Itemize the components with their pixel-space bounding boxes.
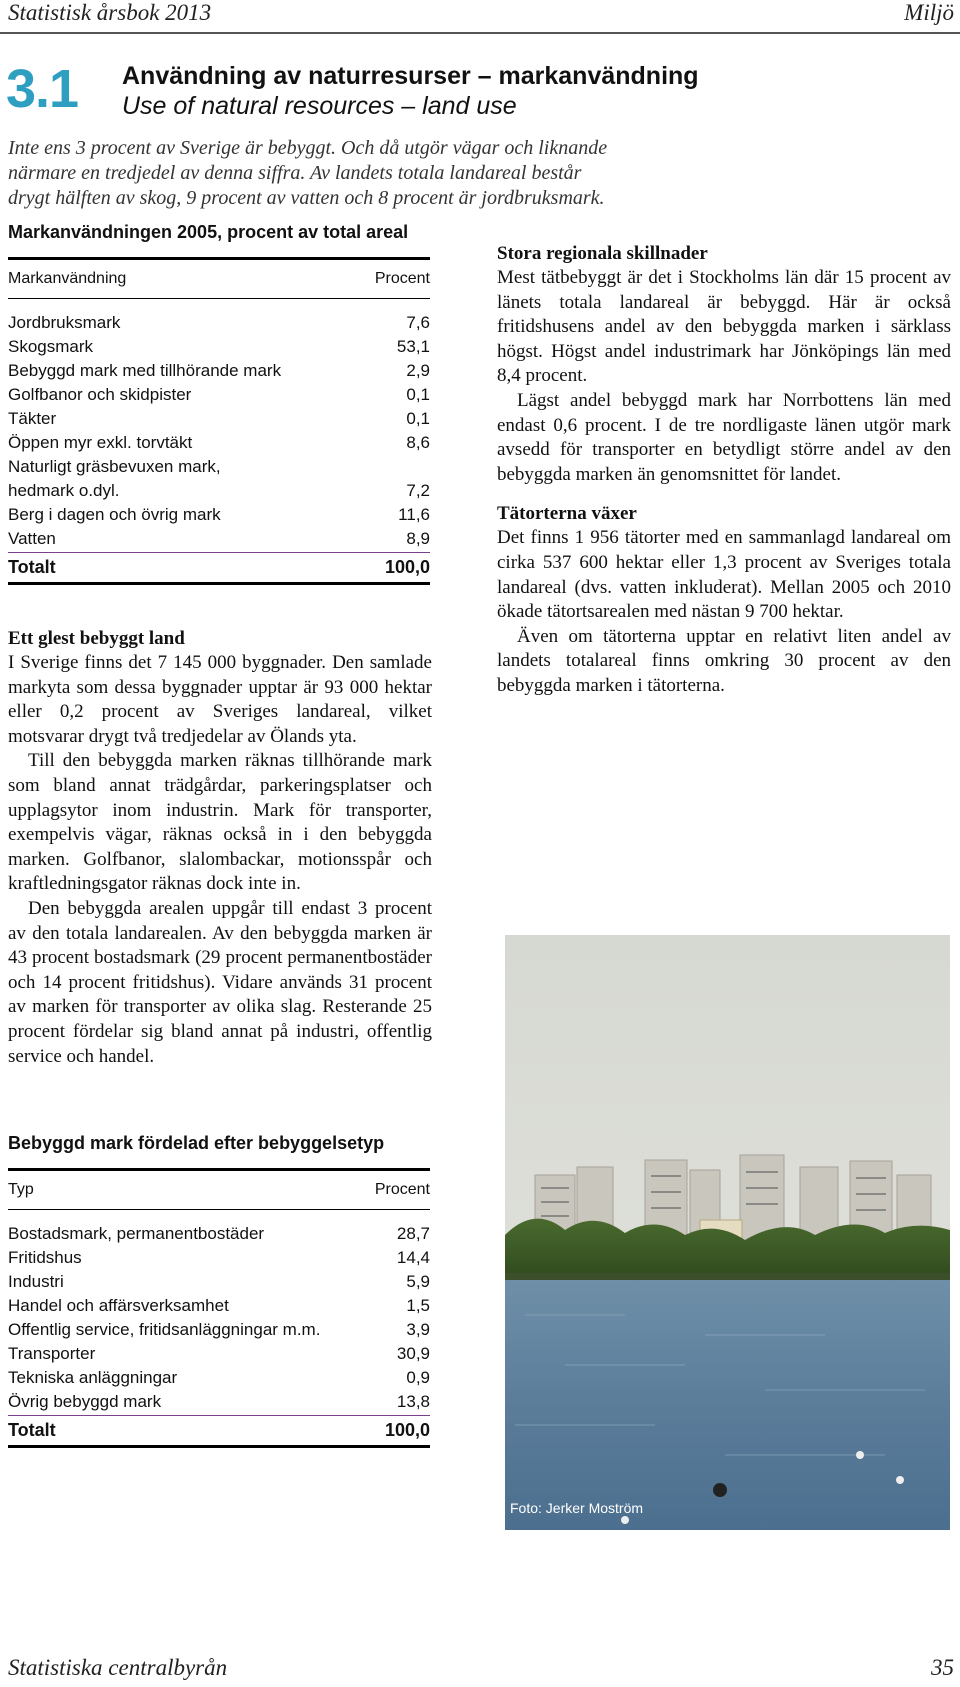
row-label: Naturligt gräsbevuxen mark, (8, 457, 221, 476)
table-row (8, 1222, 430, 1246)
table-row (8, 479, 430, 503)
paragraph: Även om tätorterna upptar en relativt liten andel av landets totalareal finns omkring 30 procent av den bebyggda marken i tätorterna. (497, 625, 951, 696)
table-total-row (8, 1418, 430, 1442)
row-label: Bebyggd mark med tillhörande mark (8, 361, 282, 380)
row-value: 7,6 (406, 313, 430, 332)
total-value: 100,0 (384, 1420, 430, 1440)
table-row (8, 1342, 430, 1366)
table-title: Markanvändningen 2005, procent av total areal (8, 222, 409, 242)
row-value: 8,6 (406, 433, 430, 452)
table-row (8, 431, 430, 455)
table-rule (8, 582, 430, 585)
paragraph: Det finns 1 956 tätorter med en sammanlagd landareal om cirka 537 600 hektar eller 1,3 procent av Sveriges totala landareal (dvs. vatten inkluderat). Mellan 2005 och 2010 ökade tätortsarealen med nästan 9 700 hektar. (497, 527, 951, 623)
row-value: 2,9 (406, 361, 430, 380)
built-land-table (8, 1133, 430, 1448)
chapter-title: Användning av naturresurser – markanvändning (122, 62, 699, 90)
intro-line: drygt hälften av skog, 9 procent av vatten och 8 procent är jordbruksmark. (8, 187, 605, 209)
row-value: 8,9 (406, 529, 430, 548)
row-value: 1,5 (406, 1296, 430, 1315)
table-rule (8, 552, 430, 553)
total-value: 100,0 (384, 557, 430, 577)
row-label: Golfbanor och skidpister (8, 385, 192, 404)
row-label: Industri (8, 1272, 64, 1291)
table-header (8, 1181, 430, 1199)
table-row (8, 407, 430, 431)
column-header: Procent (374, 270, 430, 287)
table-row (8, 359, 430, 383)
column-header: Procent (374, 1181, 430, 1198)
paragraph: Mest tätbebyggt är det i Stockholms län där 15 procent av länets totala landareal är bebyggd. Här är också fritidshusens andel av den bebyggda marken i särklass högst. Högst andel industrimark har Jönköpings län med 8,4 procent. (497, 267, 951, 387)
column-header: Markanvändning (8, 270, 127, 287)
table-row (8, 1366, 430, 1390)
table-rule (8, 1415, 430, 1416)
row-value: 0,1 (406, 385, 430, 404)
table-row (8, 455, 430, 479)
row-label: Handel och affärsverksamhet (8, 1296, 229, 1315)
land-use-table (8, 222, 430, 585)
row-value: 13,8 (396, 1392, 430, 1411)
row-value: 0,9 (406, 1368, 430, 1387)
photo-illustration (505, 935, 950, 1530)
table-row (8, 1390, 430, 1414)
paragraph: Lägst andel bebyggd mark har Norrbottens län med endast 0,6 procent. I de tre nordligaste länen utgör mark avsedd för transporter en betydligt större andel av den bebyggda marken än genomsnittet för landet. (497, 389, 951, 485)
row-value: 11,6 (398, 505, 430, 524)
table-row (8, 383, 430, 407)
table-row (8, 1318, 430, 1342)
table-rule (8, 257, 430, 260)
row-value: 7,2 (406, 481, 430, 500)
publisher-name: Statistiska centralbyrån (8, 1655, 228, 1680)
photo-lake-city (505, 935, 950, 1530)
table-body (8, 311, 430, 551)
table-row (8, 1270, 430, 1294)
table-total-row (8, 555, 430, 579)
table-row (8, 503, 430, 527)
table-row (8, 1246, 430, 1270)
paragraph: Till den bebyggda marken räknas tillhörande mark som bland annat trädgårdar, parkeringsplatser och upplagsytor inom industrin. Mark för transporter, exempelvis vägar, räknas också in i den bebyggda marken. Golfbanor, slalombackar, motionsspår och kraftledningsgator räknas dock inte in. (8, 750, 432, 895)
paragraph: Den bebyggda arealen uppgår till endast 3 procent av den totala landarealen. Av den bebyggda marken är 43 procent bostadsmark (29 procent permanentbostäder och 14 procent fritidshus). Vidare används 31 procent av marken för transporter av olika slag. Resterande 25 procent fördelar sig bland annat på industri, offentlig service och handel. (8, 897, 432, 1067)
section-heading: Tätorterna växer (497, 503, 637, 525)
table-rule (8, 1445, 430, 1448)
table-rule (8, 1168, 430, 1171)
left-column-text (8, 626, 432, 1069)
section-heading: Stora regionala skillnader (497, 243, 708, 264)
chapter-subtitle: Use of natural resources – land use (122, 92, 517, 120)
row-value: 5,9 (406, 1272, 430, 1291)
section-heading: Ett glest bebyggt land (8, 628, 185, 649)
row-label: Fritidshus (8, 1248, 82, 1267)
row-value: 14,4 (396, 1248, 430, 1267)
page-number: 35 (931, 1655, 954, 1680)
photo-credit: Foto: Jerker Moström (510, 1500, 644, 1516)
intro-line: Inte ens 3 procent av Sverige är bebyggt. Och då utgör vägar och liknande (8, 137, 608, 159)
header-rule (0, 32, 960, 34)
table-body (8, 1222, 430, 1414)
table-row (8, 335, 430, 359)
row-value: 30,9 (396, 1344, 430, 1363)
row-label: Öppen myr exkl. torvtäkt (8, 433, 193, 452)
column-header: Typ (8, 1181, 34, 1198)
row-label: Täkter (8, 409, 57, 428)
chapter-number: 3.1 (6, 59, 79, 119)
intro-text (8, 136, 948, 211)
table-row (8, 527, 430, 551)
table-row (8, 311, 430, 335)
table-title: Bebyggd mark fördelad efter bebyggelsetyp (8, 1133, 385, 1153)
total-label: Totalt (8, 557, 56, 577)
table-header (8, 270, 430, 288)
row-label: Jordbruksmark (8, 313, 121, 332)
row-label: hedmark o.dyl. (8, 481, 120, 500)
section-name: Miljö (904, 0, 954, 25)
row-value: 3,9 (406, 1320, 430, 1339)
right-column-text (497, 241, 951, 699)
table-row (8, 1294, 430, 1318)
row-value: 0,1 (406, 409, 430, 428)
row-label: Tekniska anläggningar (8, 1368, 178, 1387)
total-label: Totalt (8, 1420, 56, 1440)
row-label: Skogsmark (8, 337, 94, 356)
row-label: Berg i dagen och övrig mark (8, 505, 221, 524)
paragraph: I Sverige finns det 7 145 000 byggnader. Den samlade markyta som dessa byggnader upptar är 93 000 hektar eller 0,2 procent av Sveriges landareal, vilket motsvarar drygt två tredjedelar av Ölands yta. (8, 652, 432, 747)
yearbook-title: Statistisk årsbok 2013 (8, 0, 212, 25)
intro-line: närmare en tredjedel av denna siffra. Av landets totala landareal består (8, 162, 582, 184)
row-value: 28,7 (396, 1224, 430, 1243)
row-label: Vatten (8, 529, 56, 548)
row-label: Bostadsmark, permanentbostäder (8, 1224, 265, 1243)
row-label: Transporter (8, 1344, 96, 1363)
row-label: Offentlig service, fritidsanläggningar m.m. (8, 1320, 321, 1339)
row-value: 53,1 (396, 337, 430, 356)
row-label: Övrig bebyggd mark (8, 1392, 162, 1411)
